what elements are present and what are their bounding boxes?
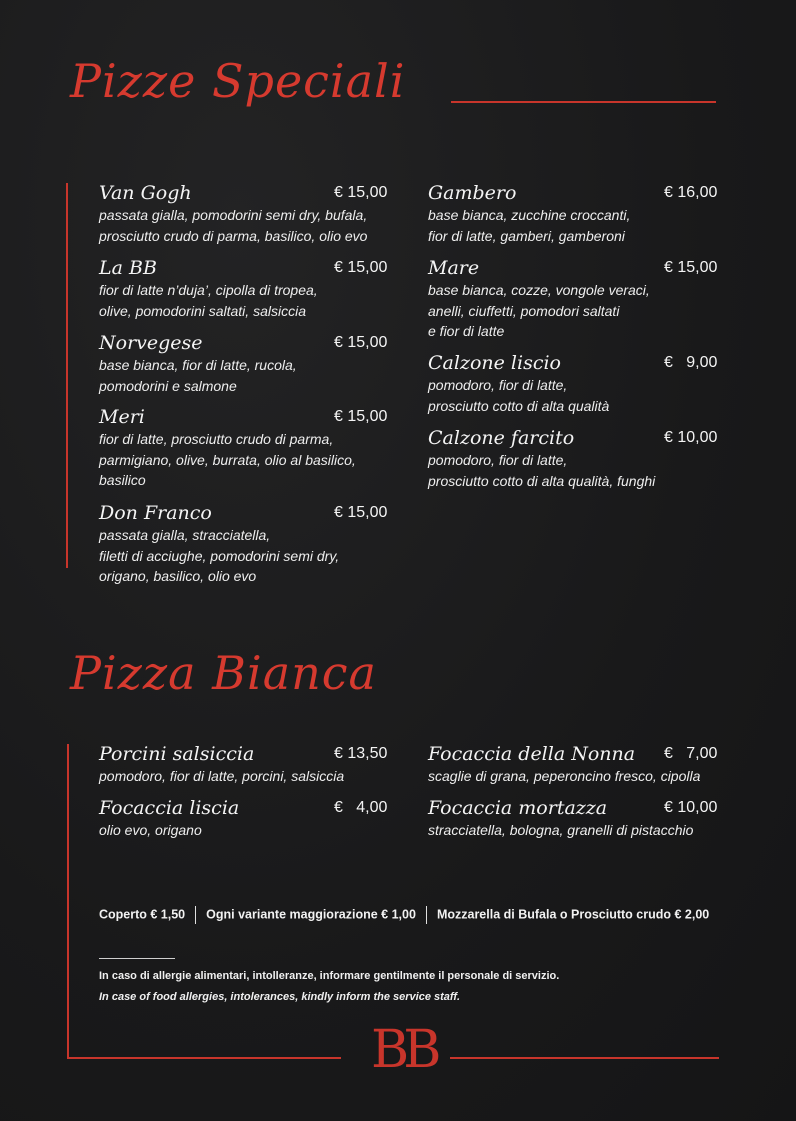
item-price: € 15,00 [334, 408, 388, 425]
item-name: Mare [428, 257, 480, 279]
item-description: base bianca, cozze, vongole veraci, anelli, ciuffetti, pomodori saltati e fior di latte [428, 282, 650, 339]
item-price: € 10,00 [664, 799, 718, 816]
menu-item [99, 257, 399, 321]
menu-item [428, 352, 728, 416]
section-title-pizza-bianca: Pizza Bianca [70, 646, 377, 700]
mozzarella-text: Mozzarella di Bufala o Prosciutto crudo € 2,00 [436, 907, 710, 922]
menu-item [428, 427, 728, 491]
bottom-line-right [450, 1057, 719, 1059]
menu-item [428, 257, 728, 342]
item-price: € 15,00 [334, 334, 388, 351]
bottom-line-left [67, 1057, 341, 1059]
allergy-notice-it: In caso di allergie alimentari, intolleranze, informare gentilmente il personale di servizio. [99, 970, 560, 982]
item-description: scaglie di grana, peperoncino fresco, cipolla [428, 768, 701, 784]
allergy-notice-en: In case of food allergies, intolerances, kindly inform the service staff. [99, 991, 461, 1003]
item-description: pomodoro, fior di latte, porcini, salsiccia [99, 768, 345, 784]
menu-item [99, 743, 399, 787]
item-name: Gambero [428, 182, 517, 204]
item-description: fior di latte n’duja’, cipolla di tropea, olive, pomodorini saltati, salsiccia [99, 282, 318, 319]
menu-item [99, 182, 399, 246]
item-description: base bianca, zucchine croccanti, fior di latte, gamberi, gamberoni [428, 207, 631, 244]
item-name: Focaccia mortazza [428, 797, 608, 819]
title-underline [451, 101, 716, 103]
item-price: € 13,50 [334, 745, 388, 762]
extras-bar [99, 906, 709, 924]
bb-logo: BB [371, 1020, 436, 1080]
item-description: passata gialla, pomodorini semi dry, bufala, prosciutto crudo di parma, basilico, olio evo [99, 207, 368, 244]
item-name: Calzone liscio [428, 352, 561, 374]
item-name: Focaccia della Nonna [428, 743, 636, 765]
item-description: base bianca, fior di latte, rucola, pomodorini e salmone [99, 357, 297, 394]
item-name: Calzone farcito [428, 427, 575, 449]
variante-text: Ogni variante maggiorazione € 1,00 [206, 907, 416, 922]
item-price: € 9,00 [664, 354, 718, 371]
item-price: € 7,00 [664, 745, 718, 762]
divider [195, 906, 196, 924]
item-name: Van Gogh [99, 182, 192, 204]
item-name: Porcini salsiccia [99, 743, 255, 765]
item-name: Focaccia liscia [99, 797, 240, 819]
menu-item [428, 743, 728, 787]
item-name: Meri [99, 406, 145, 428]
menu-item [428, 797, 728, 841]
menu-item [428, 182, 728, 246]
item-price: € 15,00 [664, 259, 718, 276]
item-price: € 4,00 [334, 799, 388, 816]
item-description: passata gialla, stracciatella, filetti di acciughe, pomodorini semi dry, origano, basilico, olio evo [99, 527, 340, 584]
section-vertical-divider [67, 744, 69, 1058]
item-description: stracciatella, bologna, granelli di pistacchio [428, 822, 694, 838]
section-vertical-divider [66, 183, 68, 568]
item-price: € 16,00 [664, 184, 718, 201]
item-name: Don Franco [99, 502, 212, 524]
item-description: pomodoro, fior di latte, prosciutto cotto di alta qualità [428, 377, 610, 414]
allergy-divider [99, 958, 175, 959]
item-name: La BB [99, 257, 157, 279]
menu-item [99, 502, 399, 587]
coperto-text: Coperto € 1,50 [99, 907, 186, 922]
item-price: € 15,00 [334, 184, 388, 201]
section-title-pizze-speciali: Pizze Speciali [70, 54, 406, 108]
item-description: pomodoro, fior di latte, prosciutto cotto di alta qualità, funghi [428, 452, 656, 489]
item-price: € 15,00 [334, 504, 388, 521]
item-price: € 15,00 [334, 259, 388, 276]
item-name: Norvegese [99, 332, 203, 354]
menu-item [99, 332, 399, 396]
item-description: fior di latte, prosciutto crudo di parma, parmigiano, olive, burrata, olio al basilico, basilico [99, 431, 356, 488]
item-description: olio evo, origano [99, 822, 202, 838]
menu-item [99, 406, 399, 491]
item-price: € 10,00 [664, 429, 718, 446]
divider [426, 906, 427, 924]
menu-item [99, 797, 399, 841]
